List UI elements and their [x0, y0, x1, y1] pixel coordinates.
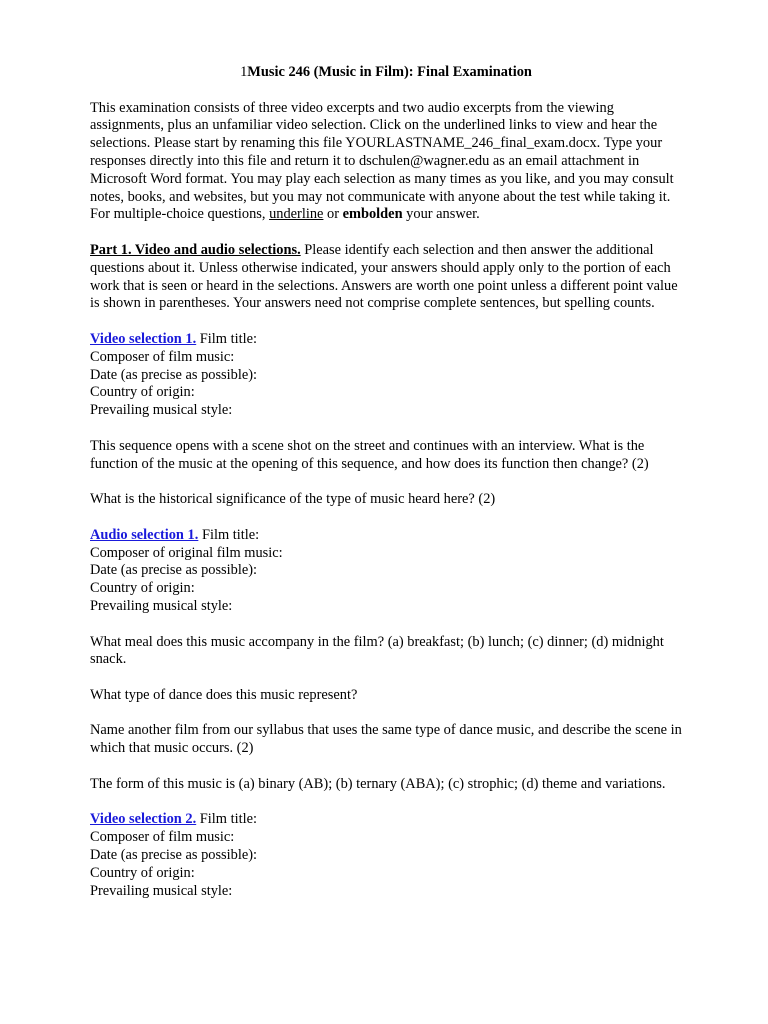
audio1-film-title-label: Film title: [198, 526, 260, 543]
audio1-style: Prevailing musical style: [90, 597, 233, 614]
intro-text: This examination consists of three video excerpts and two audio excerpts from the viewing assignments, plus an unfamiliar video selection. Click on the underlined links to view and hear the selections. Please start by renaming this file YOURLASTNAME_246_final_exam.docx. Type your responses directly into this file and return it to dschulen@wagner.edu as an email attachment in Microsoft Word format. You may play each selection as many times as you like, and you may consult notes, books, and websites, but you may not communicate with anyone about the test while taking it. For multiple-choice questions, [90, 99, 674, 223]
part1-paragraph [90, 242, 682, 313]
video1-film-title-label: Film title: [196, 330, 257, 347]
video-selection-1-link[interactable]: Video selection 1. [90, 330, 197, 347]
video2-title-line [90, 811, 682, 829]
embolden-word: embolden [342, 206, 403, 223]
part1-heading: Part 1. Video and audio selections. [90, 241, 301, 258]
video1-question-2: What is the historical significance of the type of music heard here? (2) [90, 491, 496, 508]
intro-or: or [323, 206, 343, 223]
audio1-question-2: What type of dance does this music represent? [90, 686, 358, 703]
video2-country: Country of origin: [90, 864, 195, 881]
video2-film-title-label: Film title: [196, 811, 257, 828]
audio1-question-1: What meal does this music accompany in the film? (a) breakfast; (b) lunch; (c) dinner; (d) midnight snack. [90, 633, 664, 668]
audio1-composer: Composer of original film music: [90, 544, 283, 561]
video1-question-1: This sequence opens with a scene shot on the street and continues with an interview. What is the function of the music at the opening of this sequence, and how does its function then change? (2) [90, 437, 649, 472]
page-title [90, 64, 682, 82]
video2-composer: Composer of film music: [90, 829, 235, 846]
audio1-country: Country of origin: [90, 580, 195, 597]
intro-paragraph [90, 100, 682, 225]
audio-selection-1-link[interactable]: Audio selection 1. [90, 526, 199, 543]
audio1-question-4: The form of this music is (a) binary (AB); (b) ternary (ABA); (c) strophic; (d) theme and variations. [90, 775, 666, 792]
video1-style: Prevailing musical style: [90, 402, 233, 419]
document-page [90, 64, 682, 900]
video1-date: Date (as precise as possible): [90, 366, 258, 383]
intro-end: your answer. [402, 206, 480, 223]
footnote-marker: 1 [240, 64, 248, 80]
part1-text: Please identify each selection and then answer the additional questions about it. Unless otherwise indicated, your answers should apply only to the portion of each work that is seen or heard in the selections. Answers are worth one point unless a different point value is shown in parentheses. Your answers need not comprise complete sentences, but spelling counts. [90, 241, 678, 312]
video1-country: Country of origin: [90, 384, 195, 401]
video1-title-line [90, 331, 682, 349]
video-selection-2-link[interactable]: Video selection 2. [90, 811, 197, 828]
video2-style: Prevailing musical style: [90, 882, 233, 899]
video2-date: Date (as precise as possible): [90, 847, 258, 864]
audio1-title-line [90, 527, 682, 545]
video1-composer: Composer of film music: [90, 348, 235, 365]
audio1-date: Date (as precise as possible): [90, 562, 258, 579]
underline-word: underline [269, 206, 324, 223]
title-text: Music 246 (Music in Film): Final Examination [247, 64, 532, 80]
audio1-question-3: Name another film from our syllabus that uses the same type of dance music, and describe the scene in which that music occurs. (2) [90, 722, 682, 757]
